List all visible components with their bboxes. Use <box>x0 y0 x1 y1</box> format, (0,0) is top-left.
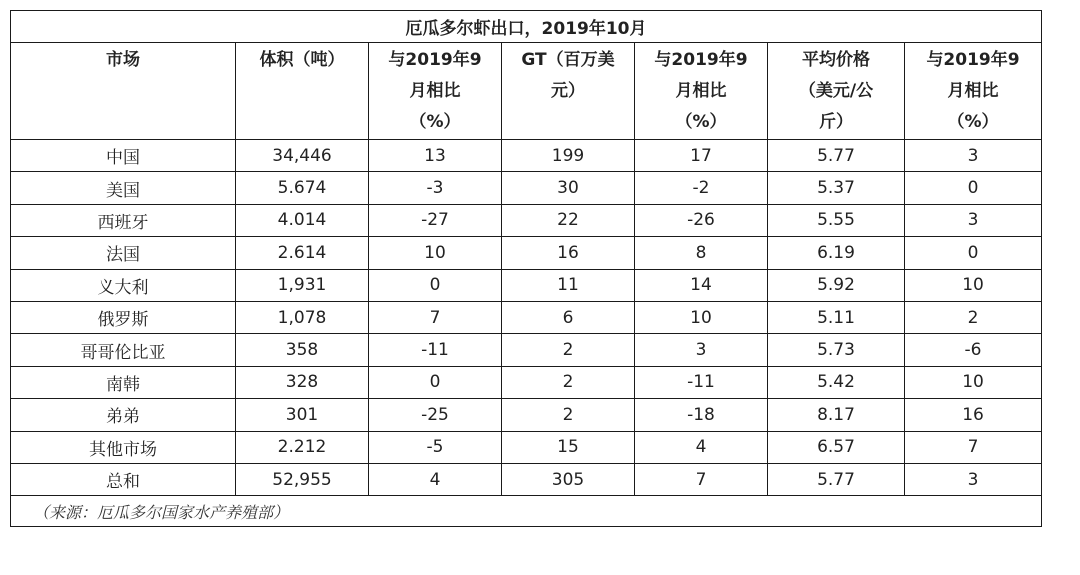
shrimp-export-table <box>10 10 1042 527</box>
market-name-cell: 法国 <box>11 237 236 269</box>
market-name-cell: 总和 <box>11 463 236 495</box>
column-header-5 <box>768 43 905 140</box>
table-cell: 3 <box>905 204 1042 236</box>
table-cell: 2 <box>905 301 1042 333</box>
table-cell: 0 <box>905 237 1042 269</box>
table-cell: -18 <box>635 399 768 431</box>
table-row <box>11 269 1042 301</box>
table-cell: 11 <box>502 269 635 301</box>
column-header-line: 平均价格 <box>802 50 870 70</box>
column-header-line: 月相比 <box>675 81 727 101</box>
table-row <box>11 431 1042 463</box>
table-cell: 3 <box>905 463 1042 495</box>
column-header-line: 与2019年9 <box>926 50 1020 70</box>
table-cell: 16 <box>905 399 1042 431</box>
table-cell: 6 <box>502 301 635 333</box>
table-cell: 14 <box>635 269 768 301</box>
table-cell: -6 <box>905 334 1042 366</box>
table-cell: -2 <box>635 172 768 204</box>
table-cell: 17 <box>635 140 768 172</box>
table-cell: 6.57 <box>768 431 905 463</box>
table-cell: 22 <box>502 204 635 236</box>
table-row <box>11 399 1042 431</box>
table-cell: 5.55 <box>768 204 905 236</box>
table-row <box>11 237 1042 269</box>
table-cell: 5.674 <box>236 172 369 204</box>
source-row <box>11 496 1042 527</box>
column-header-line: 斤） <box>819 112 853 132</box>
table-cell: 5.11 <box>768 301 905 333</box>
table-row <box>11 366 1042 398</box>
table-row <box>11 140 1042 172</box>
table-cell: 199 <box>502 140 635 172</box>
table-cell: 2 <box>502 334 635 366</box>
market-name-cell: 俄罗斯 <box>11 301 236 333</box>
column-header-3 <box>502 43 635 140</box>
table-cell: 52,955 <box>236 463 369 495</box>
column-header-6 <box>905 43 1042 140</box>
column-header-line: 市场 <box>106 50 140 70</box>
column-header-line: （美元/公 <box>798 81 874 101</box>
table-cell: 4.014 <box>236 204 369 236</box>
column-header-line: 元） <box>551 81 585 101</box>
market-name-cell: 弟弟 <box>11 399 236 431</box>
table-cell: 8 <box>635 237 768 269</box>
table-cell: 5.73 <box>768 334 905 366</box>
table-cell: 30 <box>502 172 635 204</box>
table-row <box>11 301 1042 333</box>
market-name-cell: 其他市场 <box>11 431 236 463</box>
table-cell: 2.614 <box>236 237 369 269</box>
table-cell: 5.37 <box>768 172 905 204</box>
table-cell: 301 <box>236 399 369 431</box>
table-cell: 358 <box>236 334 369 366</box>
table-cell: 5.42 <box>768 366 905 398</box>
table-cell: 0 <box>369 366 502 398</box>
table-row <box>11 463 1042 495</box>
table-cell: 34,446 <box>236 140 369 172</box>
market-name-cell: 西班牙 <box>11 204 236 236</box>
market-name-cell: 义大利 <box>11 269 236 301</box>
table-cell: 4 <box>635 431 768 463</box>
table-cell: 5.92 <box>768 269 905 301</box>
table-cell: 328 <box>236 366 369 398</box>
table-cell: -3 <box>369 172 502 204</box>
column-header-line: 与2019年9 <box>388 50 482 70</box>
table-cell: 10 <box>369 237 502 269</box>
title-row <box>11 11 1042 43</box>
table-cell: 8.17 <box>768 399 905 431</box>
column-header-4 <box>635 43 768 140</box>
table-cell: -11 <box>369 334 502 366</box>
shrimp-export-table-container <box>10 10 1041 527</box>
table-cell: 15 <box>502 431 635 463</box>
header-row <box>11 43 1042 140</box>
table-cell: 10 <box>635 301 768 333</box>
column-header-line: GT（百万美 <box>521 50 615 70</box>
table-cell: -27 <box>369 204 502 236</box>
table-cell: 7 <box>635 463 768 495</box>
market-name-cell: 中国 <box>11 140 236 172</box>
column-header-2 <box>369 43 502 140</box>
table-cell: 0 <box>369 269 502 301</box>
table-cell: -25 <box>369 399 502 431</box>
table-row <box>11 334 1042 366</box>
table-cell: 3 <box>635 334 768 366</box>
table-cell: 10 <box>905 269 1042 301</box>
table-cell: 6.19 <box>768 237 905 269</box>
table-cell: 3 <box>905 140 1042 172</box>
table-cell: 0 <box>905 172 1042 204</box>
table-cell: -26 <box>635 204 768 236</box>
table-cell: -11 <box>635 366 768 398</box>
market-name-cell: 哥哥伦比亚 <box>11 334 236 366</box>
column-header-line: （%） <box>947 112 999 132</box>
column-header-line: 体积（吨） <box>259 50 345 70</box>
column-header-1 <box>236 43 369 140</box>
source-note: （来源：厄瓜多尔国家水产养殖部） <box>11 496 1042 527</box>
column-header-line: （%） <box>409 112 461 132</box>
table-cell: 5.77 <box>768 463 905 495</box>
table-cell: 1,078 <box>236 301 369 333</box>
column-header-line: 月相比 <box>947 81 999 101</box>
table-cell: 7 <box>905 431 1042 463</box>
table-cell: 16 <box>502 237 635 269</box>
table-cell: -5 <box>369 431 502 463</box>
table-cell: 2 <box>502 399 635 431</box>
table-cell: 7 <box>369 301 502 333</box>
market-name-cell: 南韩 <box>11 366 236 398</box>
table-row <box>11 204 1042 236</box>
table-cell: 5.77 <box>768 140 905 172</box>
table-cell: 4 <box>369 463 502 495</box>
table-cell: 1,931 <box>236 269 369 301</box>
table-cell: 2 <box>502 366 635 398</box>
table-cell: 305 <box>502 463 635 495</box>
table-title: 厄瓜多尔虾出口，2019年10月 <box>11 11 1042 43</box>
market-name-cell: 美国 <box>11 172 236 204</box>
column-header-line: 与2019年9 <box>654 50 748 70</box>
column-header-line: （%） <box>675 112 727 132</box>
table-cell: 13 <box>369 140 502 172</box>
column-header-line: 月相比 <box>409 81 461 101</box>
table-cell: 2.212 <box>236 431 369 463</box>
table-row <box>11 172 1042 204</box>
column-header-0 <box>11 43 236 140</box>
table-cell: 10 <box>905 366 1042 398</box>
